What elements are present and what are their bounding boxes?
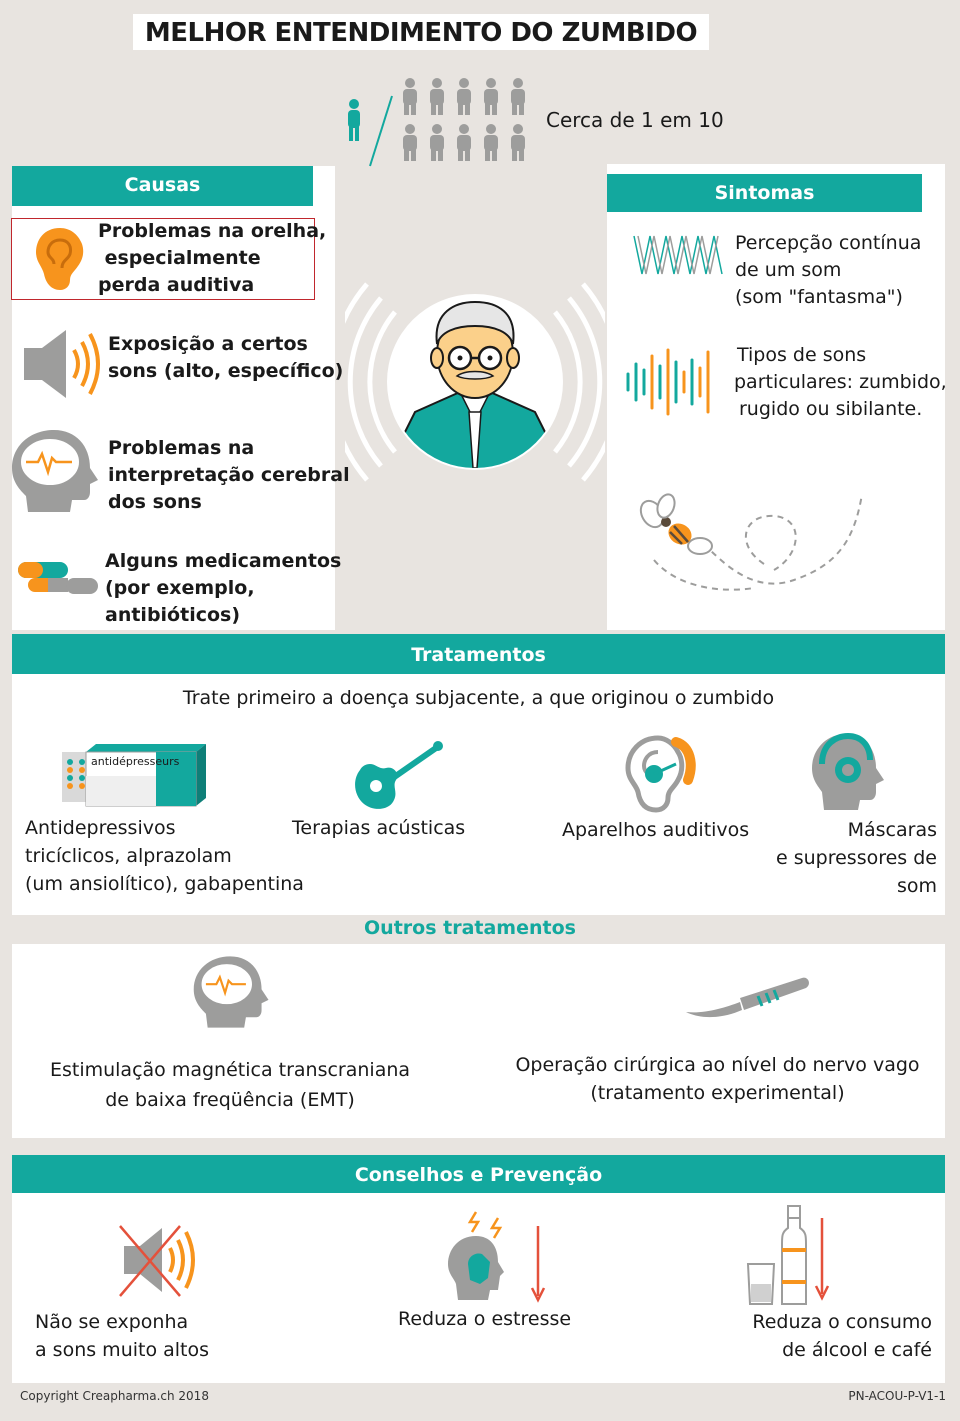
symptom-phantom-text bbox=[735, 230, 921, 311]
advice-noise-text bbox=[35, 1308, 209, 1364]
symptom-types-line: rugido ou sibilante. bbox=[739, 398, 923, 420]
scalpel-icon bbox=[684, 974, 812, 1022]
brain-head-icon bbox=[192, 952, 272, 1032]
symptom-types-line: Tipos de sons bbox=[737, 344, 867, 366]
cause-brain-line: Problemas na bbox=[108, 437, 255, 459]
other-tms-line: de baixa freqüência (EMT) bbox=[105, 1089, 355, 1111]
treatment-maskers-line: Máscaras bbox=[847, 819, 937, 841]
treatment-acoustic-line: Terapias acústicas bbox=[292, 817, 466, 839]
treatment-hearing-aids-line: Aparelhos auditivos bbox=[562, 819, 750, 841]
ear-icon bbox=[32, 224, 88, 294]
page-title: MELHOR ENTENDIMENTO DO ZUMBIDO bbox=[144, 18, 698, 48]
bee-flight-icon bbox=[634, 484, 874, 604]
cause-ear-line: especialmente bbox=[98, 247, 261, 269]
advice-noise-line: Não se exponha bbox=[35, 1311, 189, 1333]
advice-stress-line: Reduza o estresse bbox=[398, 1308, 572, 1330]
treatment-antidepressants-text bbox=[25, 814, 304, 898]
other-surgery-text bbox=[500, 1051, 935, 1107]
medicine-box-label: antidépresseurs bbox=[91, 755, 180, 768]
causes-heading: Causas bbox=[12, 166, 313, 206]
advice-alcohol-line: de álcool e café bbox=[782, 1339, 932, 1361]
treatment-antidepressants-line: (um ansiolítico), gabapentina bbox=[25, 873, 304, 895]
symptom-types-text bbox=[734, 342, 947, 423]
advice-alcohol-text bbox=[700, 1308, 932, 1364]
symptom-types-line: particulares: zumbido, bbox=[734, 371, 947, 393]
stress-head-icon bbox=[440, 1206, 560, 1306]
treatment-antidepressants-line: tricíclicos, alprazolam bbox=[25, 845, 232, 867]
cause-meds-line: Alguns medicamentos bbox=[105, 550, 342, 572]
footer-copyright: Copyright Creapharma.ch 2018 bbox=[20, 1389, 209, 1403]
cause-brain-text bbox=[108, 435, 350, 516]
muted-speaker-icon bbox=[110, 1220, 202, 1300]
cause-meds-text bbox=[105, 548, 341, 629]
guitar-icon bbox=[350, 740, 446, 812]
cause-noise-text bbox=[108, 331, 343, 385]
hearing-aid-icon bbox=[622, 734, 698, 814]
treatment-hearing-aids-text bbox=[562, 816, 749, 844]
other-surgery-line: (tratamento experimental) bbox=[590, 1082, 845, 1104]
symptom-phantom-line: de um som bbox=[735, 259, 842, 281]
medicine-box-icon bbox=[60, 742, 210, 808]
cause-brain-line: dos sons bbox=[108, 491, 202, 513]
advice-heading: Conselhos e Prevenção bbox=[12, 1155, 945, 1193]
advice-noise-line: a sons muito altos bbox=[35, 1339, 210, 1361]
other-surgery-line: Operação cirúrgica ao nível do nervo vago bbox=[515, 1054, 920, 1076]
zigzag-wave-icon bbox=[632, 232, 726, 278]
treatment-acoustic-text bbox=[292, 814, 465, 842]
cause-noise-line: Exposição a certos bbox=[108, 333, 308, 355]
treatments-intro: Trate primeiro a doença subjacente, a que originou o zumbido bbox=[182, 687, 775, 709]
treatment-maskers-text bbox=[735, 816, 937, 900]
advice-alcohol-line: Reduza o consumo bbox=[752, 1311, 932, 1333]
people-statistic-icon bbox=[340, 74, 535, 174]
symptom-phantom-line: (som "fantasma") bbox=[735, 286, 903, 308]
cause-brain-line: interpretação cerebral bbox=[108, 464, 350, 486]
cause-ear-line: perda auditiva bbox=[98, 274, 255, 296]
sound-wave-icon bbox=[624, 346, 716, 418]
speaker-icon bbox=[22, 328, 102, 400]
footer-code: PN-ACOU-P-V1-1 bbox=[848, 1389, 946, 1403]
brain-head-icon bbox=[10, 428, 102, 514]
other-treatments-heading: Outros tratamentos bbox=[364, 917, 576, 939]
symptoms-heading: Sintomas bbox=[607, 174, 922, 212]
other-tms-text bbox=[30, 1055, 430, 1115]
symptom-phantom-line: Percepção contínua bbox=[735, 232, 922, 254]
treatment-antidepressants-line: Antidepressivos bbox=[25, 817, 176, 839]
cause-ear-line: Problemas na orelha, bbox=[98, 220, 327, 242]
cause-meds-line: (por exemplo, bbox=[105, 577, 255, 599]
headphones-head-icon bbox=[808, 730, 888, 812]
cause-meds-line: antibióticos) bbox=[105, 604, 241, 626]
person-hearing-illustration bbox=[345, 272, 605, 492]
cause-noise-line: sons (alto, específico) bbox=[108, 360, 344, 382]
treatments-heading: Tratamentos bbox=[12, 634, 945, 674]
cause-ear-text bbox=[98, 218, 326, 299]
pills-icon bbox=[16, 556, 100, 598]
bottle-glass-icon bbox=[744, 1204, 840, 1308]
advice-stress-text bbox=[398, 1308, 571, 1330]
other-tms-line: Estimulação magnética transcraniana bbox=[49, 1059, 411, 1081]
statistic-text: Cerca de 1 em 10 bbox=[546, 108, 724, 132]
treatment-maskers-line: e supressores de som bbox=[775, 847, 937, 897]
